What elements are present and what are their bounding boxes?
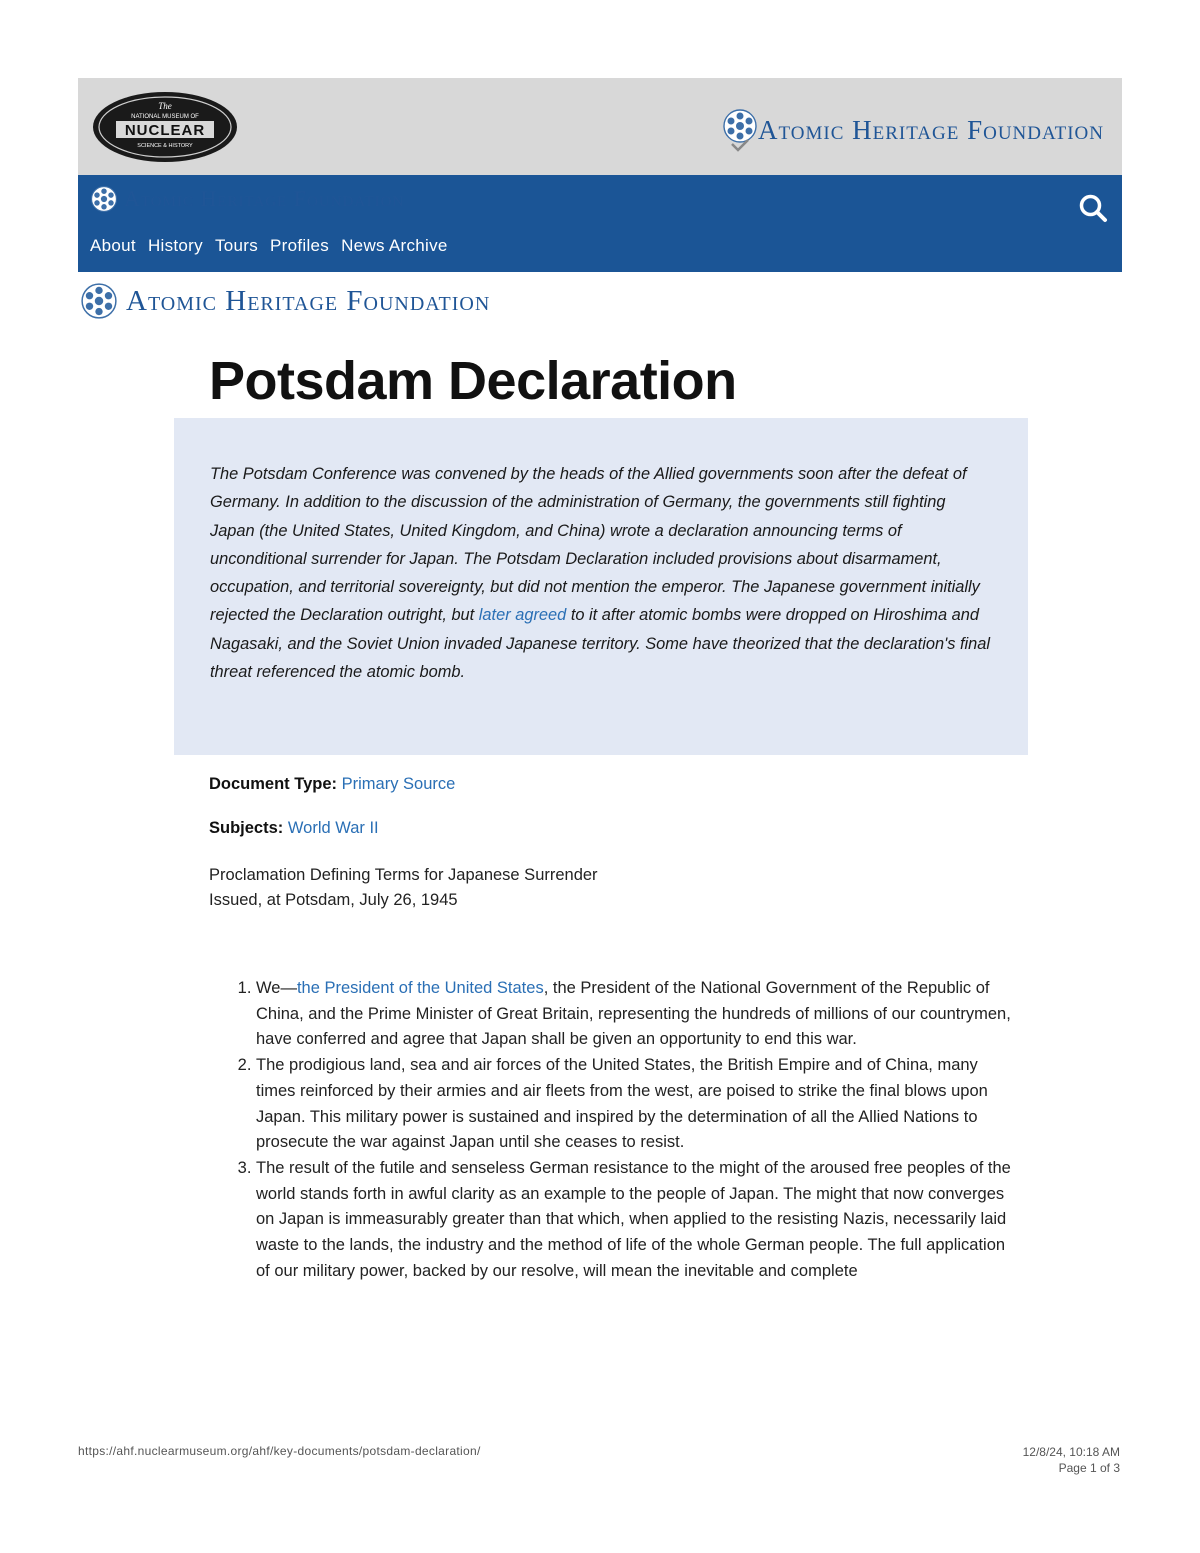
nav-item-about[interactable]: About [90,236,136,255]
summary-text [210,460,992,686]
list-item-1-text: , the President of the National Government of the Republic of China, and the Prime Minister of Great Britain, representing the hundreds of millions of our countrymen, have conferred and agree that Japan shall be given an opportunity to end this war. [256,979,1011,1049]
nav-item-news-archive[interactable]: News Archive [341,236,448,255]
site-brand-row[interactable] [80,282,490,320]
list-item [256,1156,1016,1285]
museum-logo-line1: NATIONAL MUSEUM OF [131,114,199,120]
document-type-row [209,775,455,794]
summary-text-part1: The Potsdam Conference was convened by the heads of the Allied governments soon after the defeat of Germany. In addition to the discussion of the administration of Germany, the governments still fighting Japan (the United States, United Kingdom, and China) wrote a declaration announcing terms of unconditional surrender for Japan. The Potsdam Declaration included provisions about disarmament, occupation, and territorial sovereignty, but did not mention the emperor. The Japanese government initially rejected the Declaration outright, but [210,465,980,625]
declaration-list [230,976,1016,1284]
document-type-label: Document Type: [209,775,338,793]
footer-page-number: Page 1 of 3 [1058,1461,1120,1475]
list-item [256,976,1016,1053]
summary-box [174,418,1028,755]
subjects-label: Subjects: [209,819,284,837]
footer-url: https://ahf.nuclearmuseum.org/ahf/key-documents/potsdam-declaration/ [78,1444,481,1458]
top-banner [78,78,1122,175]
later-agreed-link[interactable]: later agreed [478,606,567,625]
proclamation-line2: Issued, at Potsdam, July 26, 1945 [209,891,458,909]
site-emblem-icon [80,282,118,320]
ahf-header-logo[interactable] [722,108,1104,152]
museum-logo-the: The [158,101,172,111]
search-icon[interactable] [1078,193,1108,228]
proclamation-heading [209,863,598,913]
list-item-1-prefix: We— [256,979,297,997]
list-item-2-text: The prodigious land, sea and air forces of the United States, the British Empire and of China, many times reinforced by their armies and air fleets from the west, are poised to strike the final blows upon Japan. This military power is sustained and inspired by the determination of all the Allied Nations to prosecute the war against Japan until she ceases to resist. [256,1056,988,1152]
museum-logo-line3: SCIENCE & HISTORY [137,143,193,149]
nav-brand-emblem-icon [90,185,118,213]
nav-links [90,236,448,256]
nav-item-history[interactable]: History [147,236,203,255]
site-brand-text: Atomic Heritage Foundation [126,284,491,317]
list-item-3-text: The result of the futile and senseless German resistance to the might of the aroused free peoples of the world stands forth in awful clarity as an example to the people of Japan. The might that now converges on Japan is immeasurably greater than that which, when applied to the resisting Nazis, necessarily laid waste to the lands, the industry and the method of life of the whole German people. The full application of our military power, backed by our resolve, will mean the inevitable and complete [256,1158,1011,1280]
nav-brand-text: Atomic Heritage Foundation [124,186,405,211]
summary-text-part2: to it after atomic bombs were dropped on Hiroshima and Nagasaki, and the Soviet Union invaded Japanese territory. Some have theorized that the declaration's final threat referenced the atomic bomb. [210,606,991,682]
nav-item-tours[interactable]: Tours [214,236,259,255]
museum-logo-nuclear: NUCLEAR [124,122,206,139]
president-link[interactable]: the President of the United States [296,979,544,997]
ahf-header-logo-text: Atomic Heritage Foundation [757,114,1104,145]
list-item [256,1053,1016,1156]
footer-datetime: 12/8/24, 10:18 AM [1022,1445,1120,1459]
main-navbar [78,175,1122,272]
subjects-link[interactable]: World War II [287,819,379,837]
subjects-row [209,819,379,838]
footer-meta [1023,1444,1120,1476]
nav-item-profiles[interactable]: Profiles [270,236,330,255]
document-type-link[interactable]: Primary Source [341,775,456,793]
museum-logo[interactable] [90,84,240,175]
nav-brand[interactable] [90,185,404,213]
proclamation-line1: Proclamation Defining Terms for Japanese Surrender [209,866,598,884]
page-title: Potsdam Declaration [209,351,737,411]
ahf-emblem-icon [722,108,758,152]
